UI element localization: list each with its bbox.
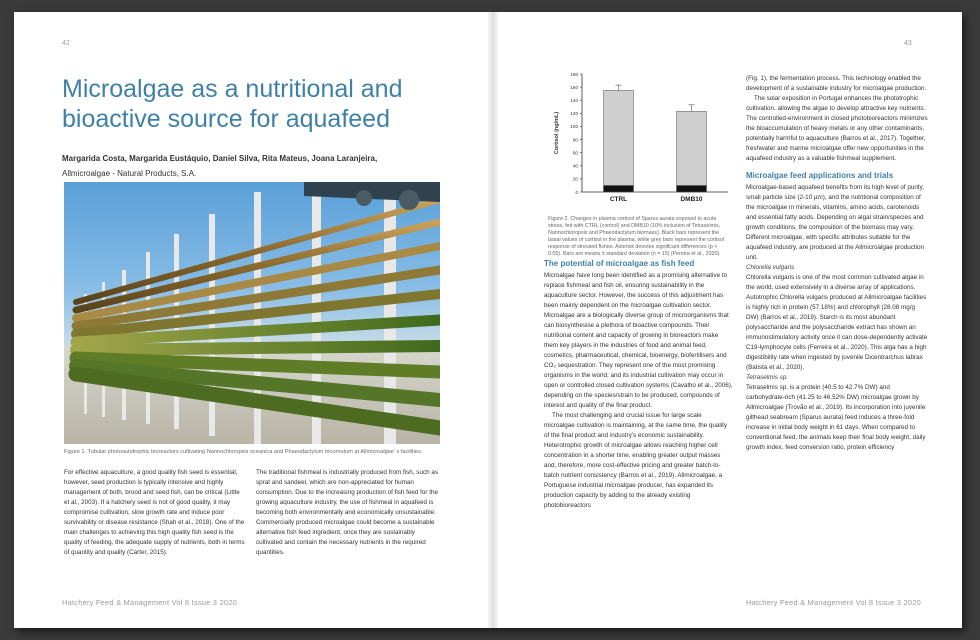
y-tick-label: 20 xyxy=(572,176,578,182)
cortisol-bar-chart xyxy=(548,68,736,214)
bar-dmb10-series-2 xyxy=(677,111,707,185)
y-axis-label: Cortisol (ng/mL) xyxy=(554,111,560,155)
x-category-label: CTRL xyxy=(609,196,628,203)
left-column-2 xyxy=(256,468,442,558)
paragraph: For effective aquaculture, a good quality fish seed is essential, however, seed production is typically intensive and highly management of both, brood and seed fish, can be critical (Little et al., 2003). If a hatchery seed is not of good quality, it may compromise cultivation, slow growth rate and induce poor survivability or disease resistance (Shah et al., 2018). One of the main challenges to achieving this high quality fish seed is the quality of feeding, the adequate supply of nutrients, both in terms of quantity and quality (Carter, 2015). xyxy=(64,469,245,556)
paragraph: (Fig. 1), the fermentation process. This technology enabled the development of a sustainable industry for microalgae production. xyxy=(746,75,927,92)
x-category-label: DMB10 xyxy=(680,196,703,203)
section-heading: Microalgae feed applications and trials xyxy=(746,171,894,180)
footer-right: Hatchery Feed & Management Vol 8 Issue 3 2020 xyxy=(746,598,921,607)
author-block xyxy=(62,151,462,181)
authors-line: Margarida Costa, Margarida Eustáquio, Daniel Silva, Rita Mateus, Joana Laranjeira, xyxy=(62,154,378,163)
page-number-left: 42 xyxy=(62,40,70,47)
magazine-spread xyxy=(14,12,962,628)
figure-2-caption: Figure 2. Changes in plasma cortisol of Sparus aurata exposed to acute stress, fed with CTRL (control) and DMB10 (10% inclusion of Tetraselmis, Nannochloropsis and Phaeodactylum biomass). Black bars represent the basal values of cortisol in the plasma, while grey bars represent the cortisol response of stressed fishes. Asterisk denotes significant differences (p < 0.05). Bars are means ± standard deviation (n = 15) (Pereira et al., 2020). xyxy=(548,216,725,257)
y-tick-label: 80 xyxy=(572,137,578,143)
section-heading: The potential of microalgae as fish feed xyxy=(544,259,695,268)
paragraph: Microalgae have long been identified as a promising alternative to replace fishmeal and fish oil, ensuring sustainability in the aquaculture sector. However, the success of this adjustment has been mainly dependent on the microalgae cultivation sector. Microalgae are a biologically diverse group of microorganisms that can biosynthesise a plethora of bioactive compounds. Their nutritional content and capacity of growing in bioreactors make them key players in the industries of food and animal feed, cosmetics, pharmaceutical, chemical, bioenergy, biofertilisers and CO₂ sequestration. They represent one of the most promising organisms in the world, and its industrial cultivation may occur in open or controlled closed cultivation systems (Cavalho et al., 2006), depending on the species/strain to be produced, compounds of interest and quality of the final product. xyxy=(544,272,733,409)
y-tick-label: 160 xyxy=(570,84,578,90)
bar-ctrl-series-1 xyxy=(604,185,634,192)
y-tick-label: 0 xyxy=(575,189,578,195)
figure-1-caption: Figure 1. Tubular photoautotrophic bioreactors cultivating Nannochloropsis oceanica and Phaeodactylum tricornutum at Allmicroalgae’ s facilities. xyxy=(64,449,423,455)
paragraph: Chlorella vulgaris is one of the most common cultivated algae in the world, used extensively in a diverse array of applications. Autotrophic Chlorella vulgaris produced at Allmicroalgae facilities is highly rich in protein (57.18%) and chlorophyll (28.08 mg/g DW) (Barros et al., 2019). Starch is its most abundant polysaccharide and the polysaccharide extract has shown an immunostimulatory activity once it can dose-dependently activate C19-lymphocyte cells (Ferreira et al., 2020). This alga has a high digestibility rate when ingested by juvenile Dicentrarchus labrax (Batista et al., 2020). xyxy=(746,274,928,371)
page-number-right: 43 xyxy=(904,40,912,47)
y-tick-label: 180 xyxy=(570,71,578,77)
paragraph: The traditional fishmeal is industrially produced from fish, such as sprat and sandeel, which are non-appreciated for human consumption. Due to the increasing production of fish feed for the growing aquaculture industry, the use of fishmeal in aquafeed is becoming both environmentally and economically unsustainable. Commercially produced microalgae could become a sustainable alternative fish feed ingredient, once they are sustainably cultivated and contain the necessary nutrients in the required quantities. xyxy=(256,469,439,556)
y-tick-label: 120 xyxy=(570,111,578,117)
page-gutter xyxy=(488,12,498,628)
left-column-1 xyxy=(64,468,246,558)
footer-left: Hatchery Feed & Management Vol 8 Issue 3 2020 xyxy=(62,598,237,607)
right-column-2 xyxy=(746,74,928,453)
paragraph: Microalgae-based aquafeed benefits from its high level of purity, small particle size (2-10 µm), and the nutritional composition of the microalgae in minerals, vitamins, amino acids, carotenoids and essential fatty acids. Depending on algal strain/species and growth conditions, the composition of the biomass may vary. Different microalgae, with specific attributes suitable for the aquafeed industry, are produced at the Allmicroalgae production unit. xyxy=(746,184,925,261)
paragraph: The most challenging and crucial issue for large scale microalgae cultivation is maintaining, at the same time, the quality of the final product and industry’s economic sustainability. Heterotrophic growth of microalgae allows reaching higher cell concentration in a shorter time, enabling greater output masses and, therefore, more cost-effective pricing and greater batch-to-batch nutrient consistency (Barros et al., 2019). Allmicroalgae, a Portuguese industrial microalgae producer, has expanded its production capacity by adding to the already existing photobioreactors xyxy=(544,412,728,509)
affiliation-line: Allmicroalgae - Natural Products, S.A. xyxy=(62,169,197,178)
paragraph: The solar exposition in Portugal enhances the phototrophic cultivation, allowing the algae to develop attractive key nutrients. The controlled-environment in closed photobioreactors minimizes the bioaccumulation of heavy metals or any other contaminants, potentially harmful to aquaculture (Barros et al., 2017). Together, freshwater and marine microalgae offer new opportunities in the aquafeed industry as a valuable fishmeal supplement. xyxy=(746,95,928,162)
paragraph: Tetraselmis sp. is a protein (40.5 to 42.7% DW) and carbohydrate-rich (41.25 to 46.52% DW) microalgae grown by Allmicroalgae (Trovão et al., 2019). Its incorporation into juvenile gilthead seabream (Sparus aurata) feed induces a three-fold increase in initial body weight in 61 days. When compared to conventional feed, the animals keep their final body weight, daily growth index, feed conversion ratio, protein efficiency xyxy=(746,384,926,451)
y-tick-label: 140 xyxy=(570,98,578,104)
bar-dmb10-series-1 xyxy=(677,185,707,192)
y-tick-label: 60 xyxy=(572,150,578,156)
bioreactor-photo xyxy=(64,182,440,444)
subheading-tetraselmis: Tetraselmis sp. xyxy=(746,374,789,381)
subheading-chlorella: Chlorella vulgaris xyxy=(746,264,795,271)
right-column-1 xyxy=(544,258,734,511)
article-title: Microalgae as a nutritional and bioactive source for aquafeed xyxy=(62,75,403,133)
y-tick-label: 100 xyxy=(570,124,578,130)
bar-ctrl-series-2 xyxy=(604,90,634,185)
y-tick-label: 40 xyxy=(572,163,578,169)
